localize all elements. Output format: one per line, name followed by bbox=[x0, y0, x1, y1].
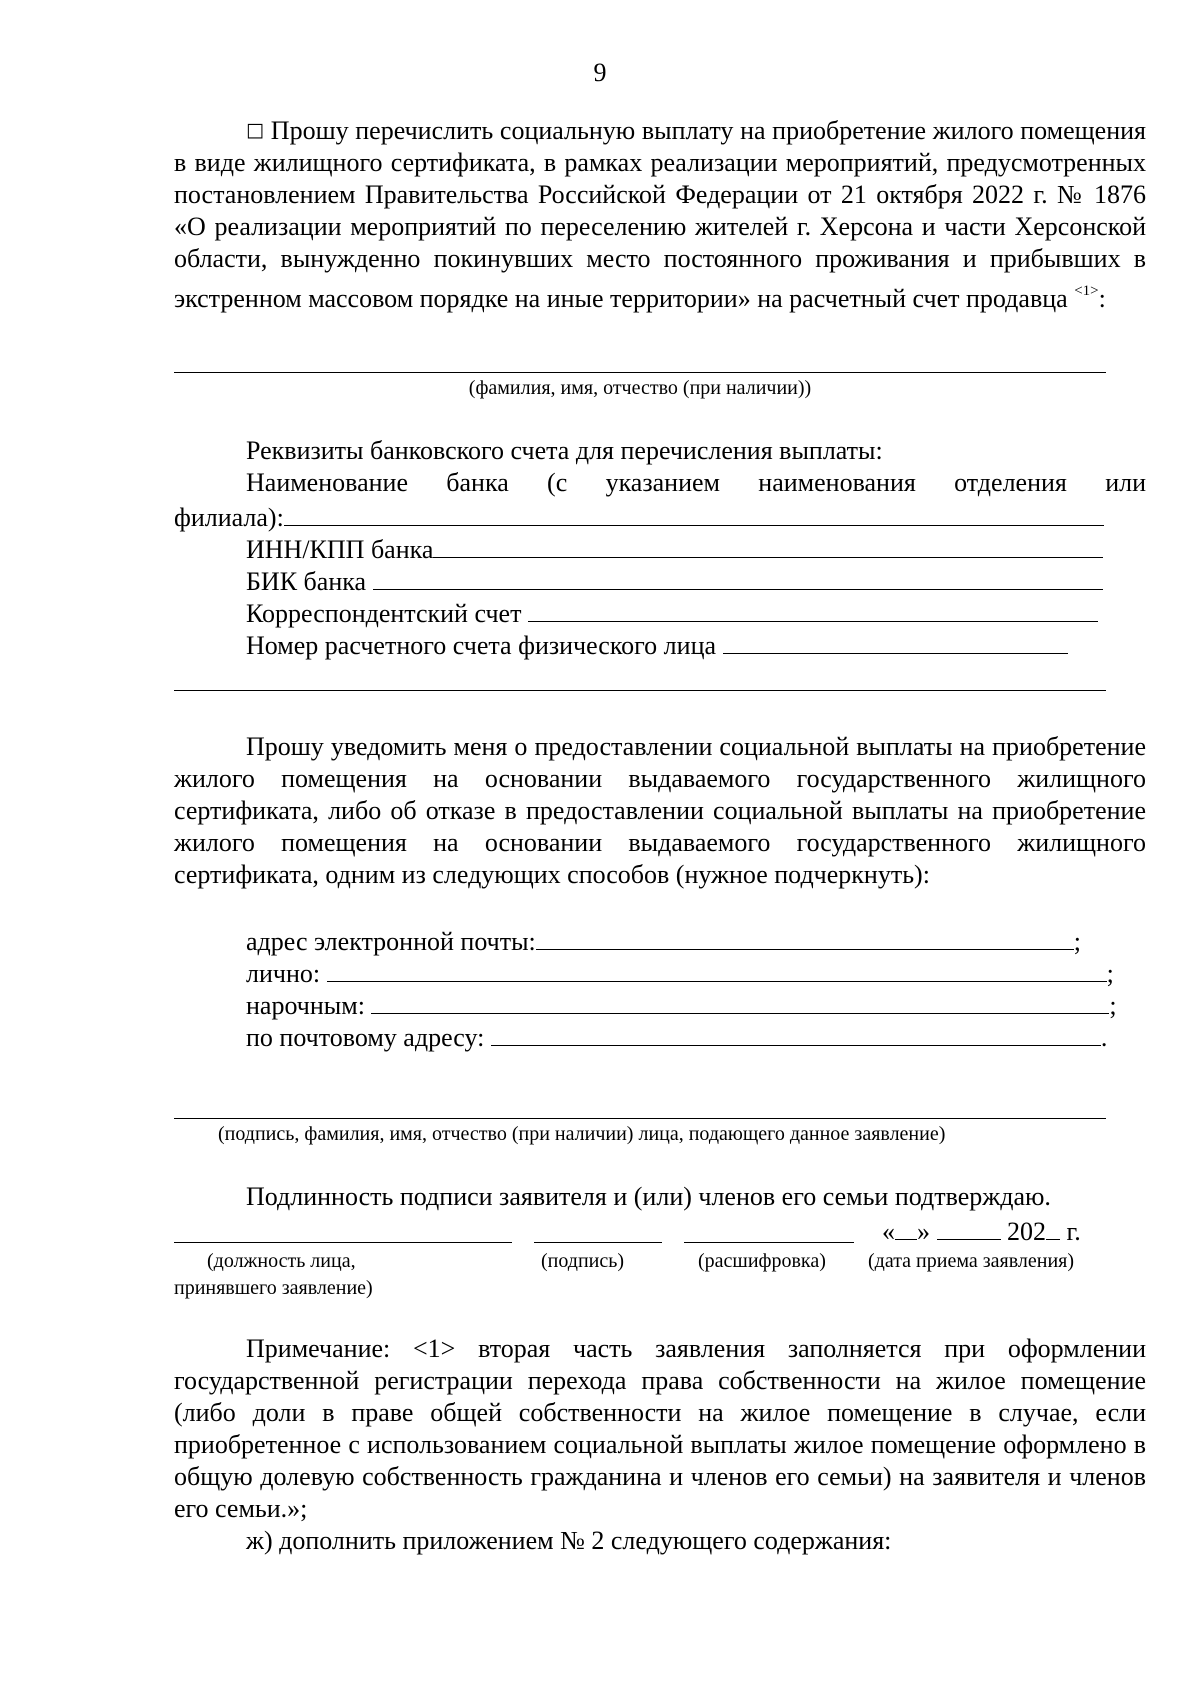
in-person-option-row bbox=[246, 955, 1114, 990]
official-signature-line[interactable] bbox=[534, 1242, 662, 1243]
corr-account-field[interactable] bbox=[528, 595, 1098, 622]
in-person-option-field[interactable] bbox=[327, 955, 1107, 982]
account-number-extra-line[interactable] bbox=[174, 690, 1106, 691]
note-paragraph: Примечание: <1> вторая часть заявления заполняется при оформлении государственной регистрации перехода права собственности на жилое помещение (либо доли в праве общей собственности на жилое помещение в случае, если приобретенное с использованием социальной выплаты жилое помещение оформлено в общую долевую собственность гражданина и членов его семьи) на заявителя и членов его семьи.»; bbox=[174, 1334, 1146, 1523]
authenticity-text: Подлинность подписи заявителя и (или) членов его семьи подтверждаю. bbox=[246, 1182, 1051, 1211]
date-open-quote: « bbox=[882, 1217, 895, 1246]
seller-name-caption: (фамилия, имя, отчество (при наличии)) bbox=[468, 377, 812, 399]
year-prefix: 202 bbox=[1007, 1217, 1046, 1246]
amendment-line: ж) дополнить приложением № 2 следующего содержания: bbox=[246, 1526, 892, 1555]
courier-option-label: нарочным: bbox=[246, 991, 365, 1020]
day-field[interactable] bbox=[895, 1213, 917, 1240]
caption-signature: (подпись) bbox=[541, 1250, 625, 1272]
courier-option-row bbox=[246, 987, 1117, 1022]
page-number: 9 bbox=[593, 58, 607, 87]
bank-name-label-line2: филиала): bbox=[174, 503, 284, 532]
inn-kpp-label: ИНН/КПП банка bbox=[246, 535, 434, 564]
bank-name-label bbox=[246, 467, 1146, 499]
in-person-option-label: лично: bbox=[246, 959, 321, 988]
applicant-signature-caption: (подпись, фамилия, имя, отчество (при наличии) лица, подающего данное заявление) bbox=[218, 1123, 946, 1145]
account-number-field[interactable] bbox=[723, 627, 1068, 654]
postal-option-field[interactable] bbox=[491, 1019, 1101, 1046]
official-decoding-line[interactable] bbox=[684, 1242, 854, 1243]
bik-row bbox=[246, 563, 1103, 598]
year-suffix: г. bbox=[1066, 1217, 1081, 1246]
date-close-quote: » bbox=[917, 1217, 930, 1246]
account-number-label: Номер расчетного счета физического лица bbox=[246, 631, 717, 660]
caption-decoding: (расшифровка) bbox=[698, 1250, 826, 1272]
courier-option-end: ; bbox=[1109, 991, 1117, 1020]
inn-kpp-row bbox=[246, 531, 1103, 566]
in-person-option-end: ; bbox=[1106, 959, 1114, 988]
seller-name-line[interactable] bbox=[174, 372, 1106, 373]
email-option-field[interactable] bbox=[536, 923, 1074, 950]
colon: : bbox=[1098, 284, 1106, 313]
email-option-label: адрес электронной почты: bbox=[246, 927, 536, 956]
corr-account-row bbox=[246, 595, 1098, 630]
postal-option-row bbox=[246, 1019, 1107, 1054]
transfer-request-paragraph bbox=[174, 114, 1146, 315]
corr-account-label: Корреспондентский счет bbox=[246, 599, 522, 628]
bik-label: БИК банка bbox=[246, 567, 367, 596]
month-field[interactable] bbox=[937, 1213, 1001, 1240]
applicant-signature-line[interactable] bbox=[174, 1118, 1106, 1119]
postal-option-end: . bbox=[1100, 1023, 1108, 1052]
email-option-end: ; bbox=[1073, 927, 1082, 956]
checkbox-icon[interactable]: □ bbox=[246, 119, 265, 141]
courier-option-field[interactable] bbox=[371, 987, 1109, 1014]
email-option-row bbox=[246, 923, 1081, 958]
bank-heading: Реквизиты банковского счета для перечисления выплаты: bbox=[246, 436, 883, 465]
caption-date: (дата приема заявления) bbox=[868, 1250, 1075, 1272]
official-position-line[interactable] bbox=[174, 1242, 512, 1243]
notify-paragraph: Прошу уведомить меня о предоставлении социальной выплаты на приобретение жилого помещения на основании выдаваемого государственного жилищного сертификата, либо об отказе в предоставлении социальной выплаты на приобретение жилого помещения на основании выдаваемого государственного жилищного сертификата, одним из следующих способов (нужное подчеркнуть): bbox=[174, 732, 1146, 889]
caption-position-line1: (должность лица, bbox=[207, 1250, 356, 1272]
account-number-row bbox=[246, 627, 1068, 662]
bank-name-label-line1: Наименование банка (с указанием наименования отделения или bbox=[246, 468, 1146, 497]
postal-option-label: по почтовому адресу: bbox=[246, 1023, 485, 1052]
bank-name-row bbox=[174, 499, 1104, 534]
transfer-request-text: Прошу перечислить социальную выплату на приобретение жилого помещения в виде жилищного сертификата, в рамках реализации мероприятий, предусмотренных постановлением Правительства Российской Федерации от 21 октября 2022 г. № 1876 «О реализации мероприятий по переселению жителей г. Херсона и части Херсонской области, вынужденно покинувших место постоянного проживания и прибывших в экстренном массовом порядке на иные территории» на расчетный счет продавца bbox=[174, 116, 1147, 313]
inn-kpp-field[interactable] bbox=[433, 531, 1103, 558]
date-row bbox=[882, 1213, 1081, 1248]
footnote-ref: <1> bbox=[1074, 283, 1099, 299]
year-digit-field[interactable] bbox=[1046, 1213, 1060, 1240]
caption-position-line2: принявшего заявление) bbox=[174, 1277, 373, 1299]
bank-name-field[interactable] bbox=[284, 499, 1104, 526]
bik-field[interactable] bbox=[373, 563, 1103, 590]
